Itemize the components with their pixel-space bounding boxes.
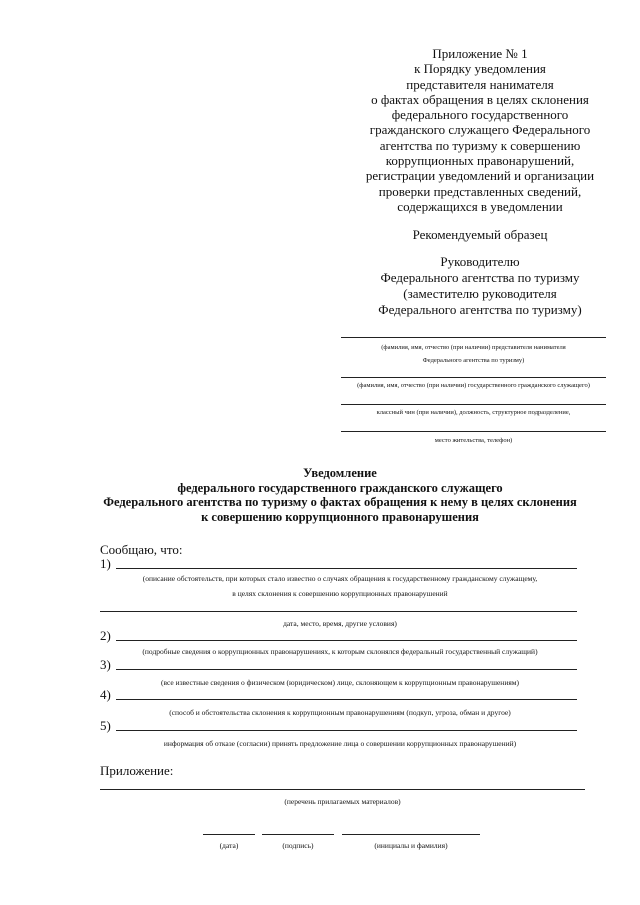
title-line: Уведомление xyxy=(303,466,377,480)
item-number: 4) xyxy=(100,687,111,702)
addressee-line: (заместителю руководителя xyxy=(403,286,557,301)
header-line: о фактах обращения в целях склонения xyxy=(371,91,589,107)
signature-fill-line[interactable] xyxy=(262,834,334,835)
item-number: 1) xyxy=(100,556,111,571)
name-fill-line[interactable] xyxy=(342,834,480,835)
appendix-header xyxy=(330,46,630,214)
item-4-fill-line[interactable] xyxy=(116,699,577,700)
header-line: регистрации уведомлений и организации xyxy=(365,168,595,184)
addressee-block xyxy=(330,254,630,318)
position-caption: классный чин (при наличии), должность, структурное подразделение, xyxy=(376,409,571,416)
addressee-caption: (фамилия, имя, отчество (при наличии) представителя нанимателя xyxy=(381,344,566,351)
header-line: гражданского служащего Федерального xyxy=(369,122,591,138)
attachment-label: Приложение: xyxy=(100,763,174,778)
header-line: коррупционных правонарушений, xyxy=(385,153,575,169)
recommended-sample: Рекомендуемый образец xyxy=(412,227,548,242)
intro-text: Сообщаю, что: xyxy=(100,542,183,557)
position-fill-line[interactable] xyxy=(341,404,606,405)
header-line: Приложение № 1 xyxy=(432,46,528,61)
item-4-caption: (способ и обстоятельства склонения к коррупционным правонарушениям (подкуп, угроза, обман и другое) xyxy=(169,708,511,717)
document-title xyxy=(60,466,620,524)
item-3-fill-line[interactable] xyxy=(116,669,577,670)
item-1-fill-line-2[interactable] xyxy=(100,611,577,612)
sender-fill-line[interactable] xyxy=(341,377,606,378)
item-number: 3) xyxy=(100,657,111,672)
item-2-caption: (подробные сведения о коррупционных правонарушениях, к которым склонялся федеральный государственный служащий) xyxy=(142,647,538,656)
addressee-caption: Федерального агентства по туризму) xyxy=(422,357,525,364)
date-fill-line[interactable] xyxy=(203,834,255,835)
signature-caption: (подпись) xyxy=(282,841,314,850)
item-1-fill-line[interactable] xyxy=(116,568,577,569)
title-line: Федерального агентства по туризму о фактах обращения к нему в целях склонения xyxy=(103,495,577,509)
name-caption: (инициалы и фамилия) xyxy=(374,841,448,850)
item-3-caption: (все известные сведения о физическом (юридическом) лице, склоняющем к коррупционным правонарушениям) xyxy=(160,678,520,687)
attachment-fill-line[interactable] xyxy=(100,789,585,790)
header-line: агентства по туризму к совершению xyxy=(379,137,581,153)
addressee-line: Федерального агентства по туризму xyxy=(380,270,580,285)
residence-fill-line[interactable] xyxy=(341,431,606,432)
header-line: проверки представленных сведений, xyxy=(378,183,582,199)
addressee-line: Руководителю xyxy=(440,254,520,269)
addressee-line: Федерального агентства по туризму) xyxy=(378,302,582,317)
sender-caption: (фамилия, имя, отчество (при наличии) государственного гражданского служащего) xyxy=(357,382,590,389)
title-line: федерального государственного гражданского служащего xyxy=(177,480,503,495)
date-caption: (дата) xyxy=(219,841,239,850)
header-line: к Порядку уведомления xyxy=(414,61,546,77)
item-5-caption: информация об отказе (согласии) принять предложение лица о совершении коррупционных правонарушений) xyxy=(163,739,517,748)
item-number: 5) xyxy=(100,718,111,733)
header-line: содержащихся в уведомлении xyxy=(397,198,563,214)
header-line: представителя нанимателя xyxy=(406,76,554,92)
item-5-fill-line[interactable] xyxy=(116,730,577,731)
item-1-caption: в целях склонения к совершению коррупционных правонарушений xyxy=(232,589,448,598)
item-1-caption: дата, место, время, другие условия) xyxy=(283,619,397,628)
residence-caption: место жительства, телефон) xyxy=(434,437,513,444)
item-number: 2) xyxy=(100,628,111,643)
addressee-fill-line[interactable] xyxy=(341,337,606,338)
item-2-fill-line[interactable] xyxy=(116,640,577,641)
header-line: федерального государственного xyxy=(391,107,569,123)
title-line: к совершению коррупционного правонарушения xyxy=(201,509,479,524)
item-1-caption: (описание обстоятельств, при которых стало известно о случаях обращения к государственному гражданскому служащему, xyxy=(142,574,538,583)
attachment-caption: (перечень прилагаемых материалов) xyxy=(284,797,401,806)
